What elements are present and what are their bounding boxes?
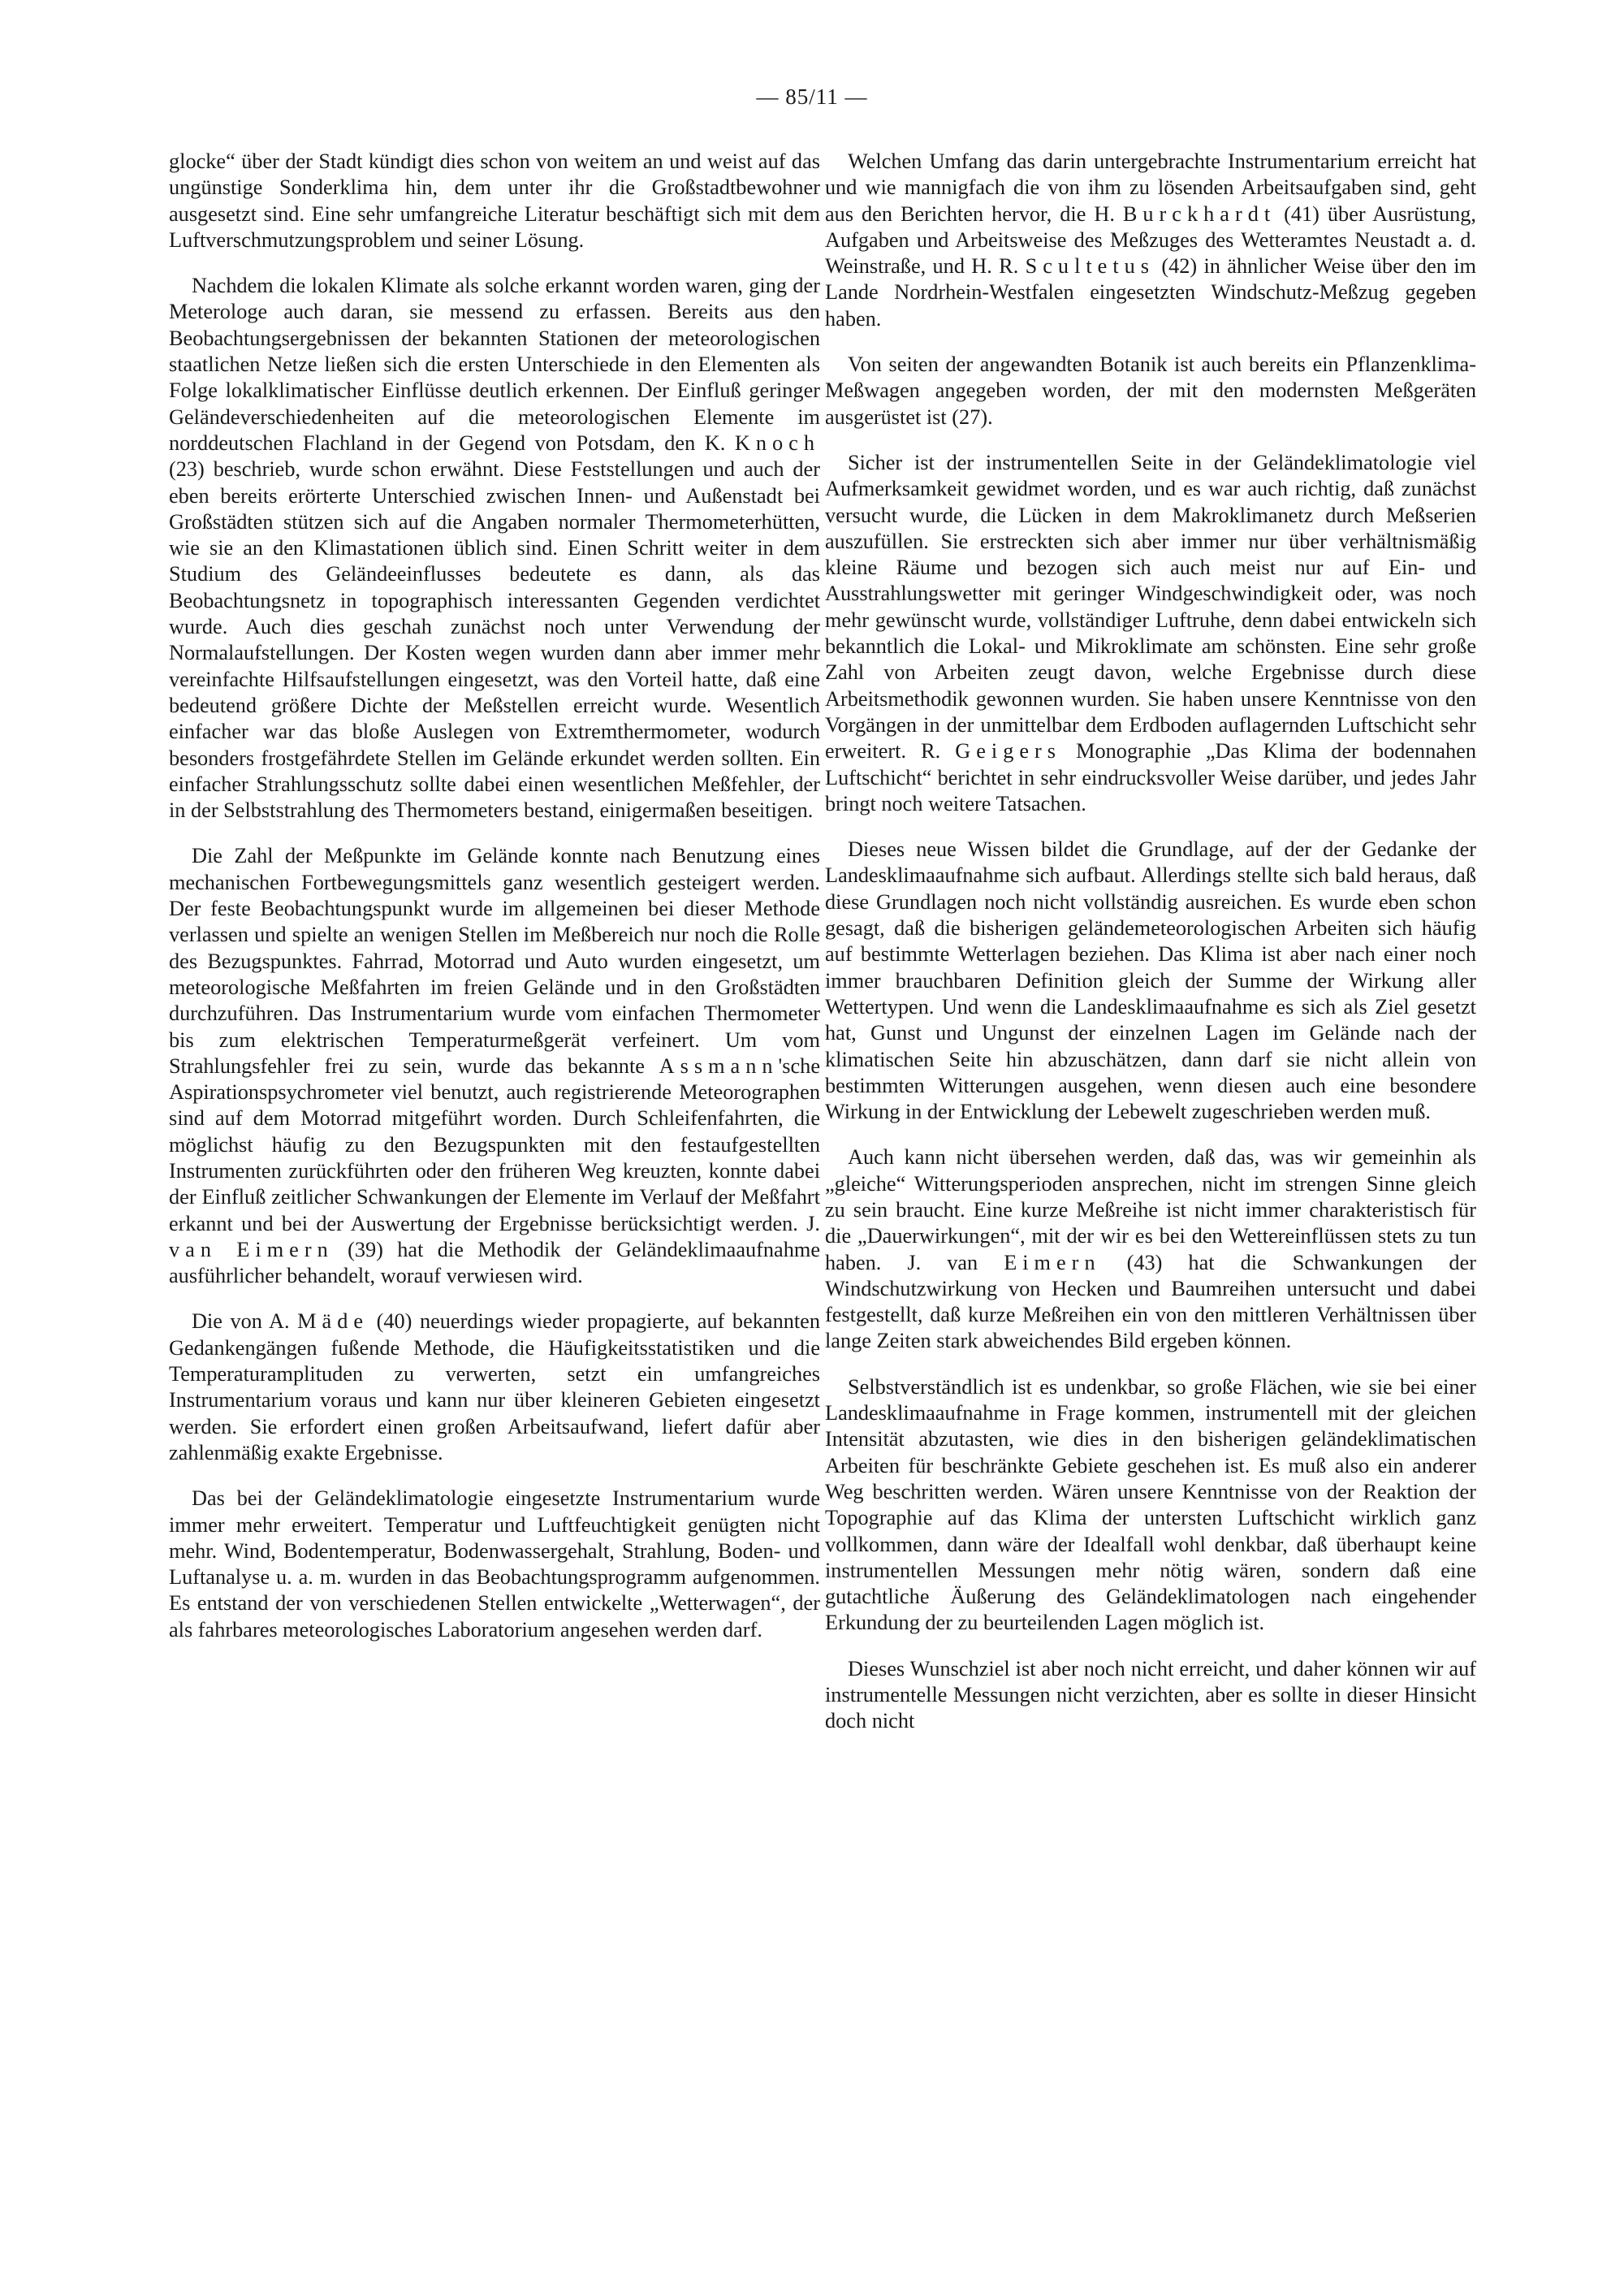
- spaced-name: Assmann: [659, 1053, 779, 1078]
- paragraph-text: (23) beschrieb, wurde schon erwähnt. Diese Feststellungen und auch der eben bereits erörterte Unterschied zwischen Innen- und Außenstadt bei Großstädten stützen sich auf die Angaben normaler Thermometerhütten, wie sie an den Klimastationen üblich sind. Einen Schritt weiter in dem Studium des Geländeeinflusses bedeutete es dann, als das Beobachtungsnetz in topographisch interessanten Gegenden verdichtet wurde. Auch dies geschah zunächst noch unter Verwendung der Normalaufstellungen. Der Kosten wegen wurden dann aber immer mehr vereinfachte Hilfsaufstellungen eingesetzt, was den Vorteil hatte, daß eine bedeutend größere Dichte der Meßstellen erreicht wurde. Wesentlich einfacher war das bloße Auslegen von Extremthermometer, wodurch besonders frostgefährdete Stellen im Gelände erkundet werden sollten. Ein einfacher Strahlungsschutz sollte dabei einen wesentlichen Meßfehler, der in der Selbststrahlung des Thermometers bestand, einigermaßen beseitigen.: [169, 457, 820, 823]
- paragraph-p3: [169, 843, 820, 1289]
- paragraph-p1: [169, 149, 820, 253]
- paragraph-text: Nachdem die lokalen Klimate als solche erkannt worden waren, ging der Meterologe auch daran, sie messend zu erfassen. Bereits aus den Beobachtungsergebnissen der bekannten Stationen der meteorologischen staatlichen Netze ließen sich die ersten Unterschiede in den Elementen als Folge lokalklimatischer Einflüsse deutlich erkennen. Der Einfluß geringer Geländeverschiedenheiten auf die meteorologischen Elemente im norddeutschen Flachland in der Gegend von Potsdam, den K.: [169, 274, 820, 455]
- paragraph-text: glocke“ über der Stadt kündigt dies schon von weitem an und weist auf das ungünstige Sonderklima hin, dem unter ihr die Großstadtbewohner ausgesetzt sind. Eine sehr umfangreiche Literatur beschäftigt sich mit dem Luftverschmutzungsproblem und seiner Lösung.: [169, 149, 820, 252]
- paragraph-text: Selbstverständlich ist es undenkbar, so große Flächen, wie sie bei einer Landesklimaaufnahme in Frage kommen, instrumentell mit der gleichen Intensität abzutasten, wie dies in den bisherigen geländeklimatischen Arbeiten für beschränkte Gebiete geschehen ist. Es muß also ein anderer Weg beschritten werden. Wären unsere Kenntnisse von der Reaktion der Topographie auf das Klima der untersten Luftschicht wirklich ganz vollkommen, dann wäre der Idealfall wohl denkbar, daß überhaupt keine instrumentellen Messungen mehr nötig wären, sondern daß eine gutachtliche Äußerung des Geländeklimatologen nach eingehender Erkundung der zu beurteilenden Lagen möglich ist.: [825, 1374, 1476, 1635]
- paragraph-p5: [169, 1486, 820, 1643]
- paragraph-text: Das bei der Geländeklimatologie eingesetzte Instrumentarium wurde immer mehr erweitert. Temperatur und Luftfeuchtigkeit genügten nicht mehr. Wind, Bodentemperatur, Bodenwassergehalt, Strahlung, Boden- und Luftanalyse u. a. m. wurden in das Beobachtungsprogramm aufgenommen. Es entstand der von verschiedenen Stellen entwickelte „Wetterwagen“, der als fahrbares meteorologisches Laboratorium angesehen werden darf.: [169, 1486, 820, 1642]
- spaced-name: van Eimern: [169, 1237, 334, 1261]
- paragraph-text: 'sche Aspirationspsychrometer viel benutzt, auch registrierende Meteorographen sind auf dem Motorrad mitgeführt worden. Durch Schleifenfahrten, die möglichst häufig zu den Bezugspunkten mit den festaufgestellten Instrumenten zurückführten oder den früheren Weg kreuzten, konnte dabei der Einfluß zeitlicher Schwankungen der Elemente im Verlauf der Meßfahrt erkannt und bei der Auswertung der Ergebnisse berücksichtigt werden. J.: [169, 1053, 820, 1235]
- paragraph-text: Monographie „Das Klima der bodennahen Luftschicht“ berichtet in sehr eindrucksvoller Weise darüber, und jedes Jahr bringt noch weitere Tatsachen.: [825, 739, 1476, 815]
- paragraph-text: (41) über Ausrüstung, Aufgaben und Arbeitsweise des Meßzuges des Wetteramtes Neustadt a. d. Weinstraße, und H. R.: [825, 201, 1476, 279]
- spaced-name: Burckhardt: [1122, 201, 1276, 226]
- paragraph-text: (43) hat die Schwankungen der Windschutzwirkung von Hecken und Baumreihen untersucht und dabei festgestellt, daß kurze Meßreihen ein von den mittleren Verhältnissen über lange Zeiten stark abweichendes Bild ergeben können.: [825, 1250, 1476, 1353]
- paragraph-p8: [825, 450, 1476, 817]
- paragraph-p6: [825, 149, 1476, 332]
- page-number: — 85/11 —: [756, 84, 868, 109]
- paragraph-p12: [825, 1656, 1476, 1735]
- paragraph-p2: [169, 273, 820, 824]
- paragraph-text: Von seiten der angewandten Botanik ist auch bereits ein Pflanzenklima-Meßwagen angegeben worden, der mit den modernsten Meßgeräten ausgerüstet ist (27).: [825, 353, 1476, 429]
- paragraph-text: Dieses neue Wissen bildet die Grundlage, auf der der Gedanke der Landesklimaaufnahme sich aufbaut. Allerdings stellte sich bald heraus, daß diese Grundlagen noch nicht vollständig ausreichen. Es wurde eben schon gesagt, daß die bisherigen geländemeteorologischen Arbeiten sich häufig auf bestimmte Wetterlagen beziehen. Das Klima ist aber nach einer noch immer brauchbaren Definition gleich der Summe der Wirkung aller Wettertypen. Und wenn die Landesklimaaufnahme es sich als Ziel gesetzt hat, Gunst und Ungunst der einzelnen Lagen im Gelände nach der klimatischen Seite hin abzuschätzen, dann darf sie nicht allein von bestimmten Witterungen ausgehen, wenn diesen auch eine besondere Wirkung in der Entwicklung der Lebewelt zugeschrieben werden muß.: [825, 837, 1476, 1124]
- paragraph-text: Die Zahl der Meßpunkte im Gelände konnte nach Benutzung eines mechanischen Fortbewegungsmittels ganz wesentlich gesteigert werden. Der feste Beobachtungspunkt wurde im allgemeinen bei dieser Methode verlassen und spielte an wenigen Stellen im Meßbereich nur noch die Rolle des Bezugspunktes. Fahrrad, Motorrad und Auto wurden eingesetzt, um meteorologische Meßfahrten im freien Gelände und in den Großstädten durchzuführen. Das Instrumentarium wurde vom einfachen Thermometer bis zum elektrischen Temperaturmeßgerät verfeinert. Um vom Strahlungsfehler frei zu sein, wurde das bekannte: [169, 844, 820, 1078]
- paragraph-text: (40) neuerdings wieder propagierte, auf bekannten Gedankengängen fußende Methode, die Häufigkeitsstatistiken und die Temperaturamplituden zu verwerten, setzt ein umfangreiches Instrumentarium voraus und kann nur über kleineren Gebieten eingesetzt werden. Sie erfordert einen großen Arbeitsaufwand, liefert dafür aber zahlenmäßig exakte Ergebnisse.: [169, 1309, 820, 1464]
- paragraph-p11: [825, 1374, 1476, 1637]
- paragraph-p4: [169, 1309, 820, 1466]
- paragraph-text: Auch kann nicht übersehen werden, daß das, was wir gemeinhin als „gleiche“ Witterungsperioden ansprechen, nicht im strengen Sinne gleich zu sein braucht. Eine kurze Meßreihe ist nicht immer charakteristisch für die „Dauerwirkungen“, mit der wir es bei den Wettereinflüssen stets zu tun haben. J. van: [825, 1145, 1476, 1274]
- spaced-name: Eimern: [1004, 1250, 1101, 1274]
- spaced-name: Knoch: [734, 430, 820, 455]
- paragraph-text: Sicher ist der instrumentellen Seite in der Geländeklimatologie viel Aufmerksamkeit gewidmet worden, und es war auch richtig, daß zunächst versucht wurde, die Lücken in dem Makroklimanetz durch Meßserien auszufüllen. Sie erstreckten sich aber immer nur über verhältnismäßig kleine Räume und bezogen sich auch meist nur auf Ein- und Ausstrahlungswetter mit geringer Windgeschwindigkeit oder, was noch mehr gewünscht wurde, vollständiger Luftruhe, denn dabei entwickeln sich bekanntlich die Lokal- und Mikroklimate am schönsten. Eine sehr große Zahl von Arbeiten zeugt davon, welche Ergebnisse durch diese Arbeitsmethodik gewonnen wurden. Sie haben unsere Kenntnisse von den Vorgängen in der unmittelbar dem Erdboden auflagernden Luftschicht sehr erweitert. R.: [825, 450, 1476, 763]
- paragraph-p10: [825, 1144, 1476, 1354]
- spaced-name: Mäde: [297, 1309, 369, 1334]
- paragraph-text: (39) hat die Methodik der Geländeklimaaufnahme ausführlicher behandelt, worauf verwiesen wird.: [169, 1237, 820, 1288]
- right-column: [825, 149, 1476, 1754]
- paragraph-text: Dieses Wunschziel ist aber noch nicht erreicht, und daher können wir auf instrumentelle Messungen nicht verzichten, aber es sollte in dieser Hinsicht doch nicht: [825, 1656, 1476, 1733]
- paragraph-p7: [825, 352, 1476, 430]
- paragraph-p9: [825, 837, 1476, 1125]
- paragraph-text: (42) in ähnlicher Weise über den im Lande Nordrhein-Westfalen eingesetzten Windschutz-Meßzug gegeben haben.: [825, 254, 1476, 331]
- left-column: [169, 149, 820, 1663]
- paragraph-text: Die von A.: [192, 1309, 298, 1334]
- spaced-name: Scultetus: [1025, 254, 1155, 279]
- paragraph-text: Welchen Umfang das darin untergebrachte Instrumentarium erreicht hat und wie mannigfach die von ihm zu lösenden Arbeitsaufgaben sind, geht aus den Berichten hervor, die H.: [825, 149, 1476, 226]
- spaced-name: Geigers: [955, 739, 1062, 763]
